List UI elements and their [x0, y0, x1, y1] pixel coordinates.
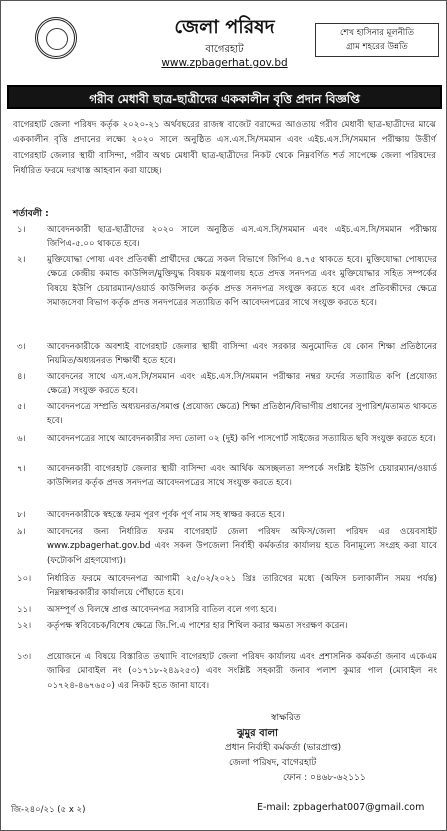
condition-item	[17, 370, 437, 399]
condition-item	[17, 432, 437, 446]
condition-item	[17, 572, 437, 601]
slogan-line-2: গ্রাম শহরের উন্নতি	[346, 42, 408, 52]
condition-text: কর্তৃপক্ষ স্ববিবেচক/বিশেষ ক্ষেত্রে জি.পি.এ পাশের হার শিথিল করার ক্ষমতা সংরক্ষণ করেন।	[47, 621, 348, 631]
signatory-office: জেলা পরিষদ, বাগেরহাট	[229, 758, 317, 768]
condition-number: ৪।	[17, 372, 26, 382]
condition-number: ১।	[17, 225, 26, 235]
condition-number: ১৩।	[17, 652, 32, 662]
email-address[interactable]: zpbagerhat007@gmail.com	[293, 802, 425, 813]
condition-number: ৭।	[17, 464, 26, 474]
signatory-name: ঝুমুর বালা	[237, 728, 278, 739]
condition-item	[17, 462, 437, 491]
slogan-line-1: শেখ হাসিনার মূলনীতি	[339, 28, 415, 38]
header	[1, 1, 447, 83]
office-phone: ফোন : ০৪৬৮-৬২১১১	[283, 773, 366, 783]
condition-text: আবেদনপত্রে সম্প্রতি অধ্যয়নরত/সমাপ্ত (প্রযোজ্য ক্ষেত্রে) শিক্ষা প্রতিষ্ঠান/বিভাগীয় প্রধানের সুপারিশ/মতামত থাকতে হবে।	[47, 402, 437, 427]
condition-item	[17, 650, 437, 693]
condition-number: ৯।	[17, 527, 26, 537]
condition-number: ২।	[17, 255, 26, 265]
condition-number: ৮।	[17, 510, 26, 520]
condition-item	[17, 223, 437, 252]
condition-text: অসম্পূর্ণ ও বিলম্বে প্রাপ্ত আবেদনপত্র সরাসরি বাতিল বলে গণ্য হবে।	[47, 605, 277, 615]
org-name: জেলা পরিষদ	[174, 16, 275, 38]
condition-text: আবেদনকারীকে অবশ্যই বাগেরহাট জেলার স্থায়ী বাসিন্দা এবং সরকার অনুমোদিত যে কোন শিক্ষা প্রতিষ্ঠানের নিয়মিত/অধ্যয়নরত শিক্ষার্থী হতে হবে।	[47, 342, 437, 367]
district-name: বাগেরহাট	[205, 44, 244, 55]
condition-number: ৬।	[17, 434, 26, 444]
condition-item	[17, 340, 437, 369]
condition-text: মুক্তিযোদ্ধা পোষ্য এবং প্রতিবন্ধী প্রার্থীদের ক্ষেত্রে সকল বিভাগে জিপিএ ৪.৭৫ থাকতে হবে। মুক্তিযোদ্ধা পোষ্যদের ক্ষেত্রে কেন্দ্রীয় কমান্ড কাউন্সিল/মুক্তিযুদ্ধ বিষয়ক মন্ত্রণালয় হতে প্রদত্ত সনদপত্র এবং মুক্তিযোদ্ধার সহিত সম্পর্কের বিষয়ে ইউপি চেয়ারম্যান/ওয়ার্ড কাউন্সিলর কর্তৃক প্রদত্ত সনদপত্র সংযুক্ত করতে হবে এবং প্রতিবন্ধীদের ক্ষেত্রে সমাজসেবা বিভাগ কর্তৃক প্রদত্ত সনদপত্রের সত্যায়িত কপি আবেদনপত্রের সাথে সংযুক্ত করতে হবে।	[47, 255, 437, 309]
condition-item	[17, 400, 437, 429]
condition-number: ১০।	[17, 574, 32, 584]
condition-number: ৩।	[17, 342, 26, 352]
condition-item	[17, 525, 437, 568]
condition-number: ১১।	[17, 605, 32, 615]
condition-text: আবেদনকারী বাগেরহাট জেলার স্থায়ী বাসিন্দা এবং আর্থিক অসচ্ছলতা সম্পর্কে সংশ্লিষ্ট ইউপি চেয়ারম্যান/ওয়ার্ড কাউন্সিলর কর্তৃক প্রদত্ত সনদপত্র আবেদনপত্রের সাথে সংযুক্ত করতে হবে।	[47, 464, 437, 489]
condition-text: আবেদনপত্রের সাথে আবেদনকারীর সদ্য তোলা ০২ (দুই) কপি পাসপোর্ট সাইজের সত্যায়িত ছবি সংযুক্ত করতে হবে।	[47, 434, 436, 444]
notice-title-banner: গরীব মেধাবী ছাত্র-ছাত্রীদের এককালীন বৃত্তি প্রদান বিজ্ঞপ্তি	[7, 85, 442, 109]
slogan-box	[315, 23, 439, 57]
signature-block	[221, 711, 441, 786]
signatory-designation: প্রধান নির্বাহী কর্মকর্তা (ভারপ্রাপ্ত)	[225, 743, 342, 753]
condition-item	[17, 508, 437, 522]
email-label: E-mail:	[257, 802, 290, 813]
footer-email	[257, 802, 424, 813]
condition-number: ১২।	[17, 621, 32, 631]
condition-item	[17, 603, 437, 617]
condition-text: প্রয়োজনে এ বিষয়ে বিস্তারিত তথ্যাদি বাগেরহাট জেলা পরিষদ কার্যালয় এবং প্রশাসনিক কর্মকর্তা জনাব একেএম জাকির মোবাইল নং (০১৭১৮-২৪৯২৫৩) এবং সংশ্লিষ্ট সহকারী জনাব পলাশ কুমার পাল (মোবাইল নং ০১৭২৪-৪৬৭৬৫০) এর নিকট হতে জানা যাবে।	[47, 652, 437, 691]
signed-label: স্বাক্ষরিত	[271, 713, 301, 723]
condition-item	[17, 619, 437, 633]
condition-number: ৫।	[17, 402, 26, 412]
condition-item	[17, 253, 437, 311]
intro-paragraph: বাগেরহাট জেলা পরিষদ কর্তৃক ২০২০-২১ অর্থবছরের রাজস্ব বাজেট বরাদ্দের আওতায় গরীব মেধাবী ছাত্র-ছাত্রীদের মাঝে এককালীন বৃত্তি প্রদানের লক্ষ্যে ২০২০ সালে অনুষ্ঠিত এস.এস.সি/সমমান এবং এইচ.এস.সি/সমমান পরীক্ষায় উত্তীর্ণ বাগেরহাট জেলার স্থায়ী বাসিন্দা, গরীব অথচ মেধাবী ছাত্র-ছাত্রীদের নিকট থেকে নিম্নবর্ণিত শর্ত সাপেক্ষে জেলা পরিষদের নির্ধারিত ফরমে দরখাস্ত আহবান করা যাচ্ছে।	[13, 120, 436, 176]
condition-text: নির্ধারিত ফরমে আবেদনপত্র আগামী ২৫/০২/২০২১ খ্রিঃ তারিখের মধ্যে (অফিস চলাকালীন সময় পর্যন্ত) নিম্নস্বাক্ষরকারীর কার্যালয়ে পৌঁছাতে হবে।	[47, 574, 437, 599]
condition-text: আবেদনকারী ছাত্র-ছাত্রীদের ২০২০ সালে অনুষ্ঠিত এস.এস.সি/সমমান এবং এইচ.এস.সি/সমমান পরীক্ষায় জিপিএ-৫.০০ থাকতে হবে।	[47, 225, 437, 250]
condition-text: আবেদনকারীকে স্বহস্তে ফরম পূরণ পূর্বক পূর্ণ নাম সহ স্বাক্ষর করতে হবে।	[47, 510, 285, 520]
condition-text: আবেদনের জন্য নির্ধারিত ফরম বাগেরহাট জেলা পরিষদ অফিস/জেলা পরিষদ এর ওয়েবসাইট www.zpbagerhat.gov.bd এবং সকল উপজেলা নির্বাহী কর্মকর্তার কার্যালয় হতে বিনামূল্যে সংগ্রহ করা যাবে (ফটোকপি গ্রহণযোগ্য)।	[47, 527, 437, 566]
website-link[interactable]: www.zpbagerhat.gov.bd	[161, 57, 288, 69]
condition-text: আবেদনের সাথে এস.এস.সি/সমমান এবং এইচ.এস.সি/সমমান পরীক্ষার নম্বর ফর্দের সত্যায়িত কপি (প্রযোজ্য ক্ষেত্রে) সংযুক্ত করতে হবে।	[47, 372, 437, 397]
reference-number: জি-২৪০/২১ (৫ x ২)	[11, 805, 86, 815]
conditions-title: শর্তাবলী :	[13, 209, 49, 219]
